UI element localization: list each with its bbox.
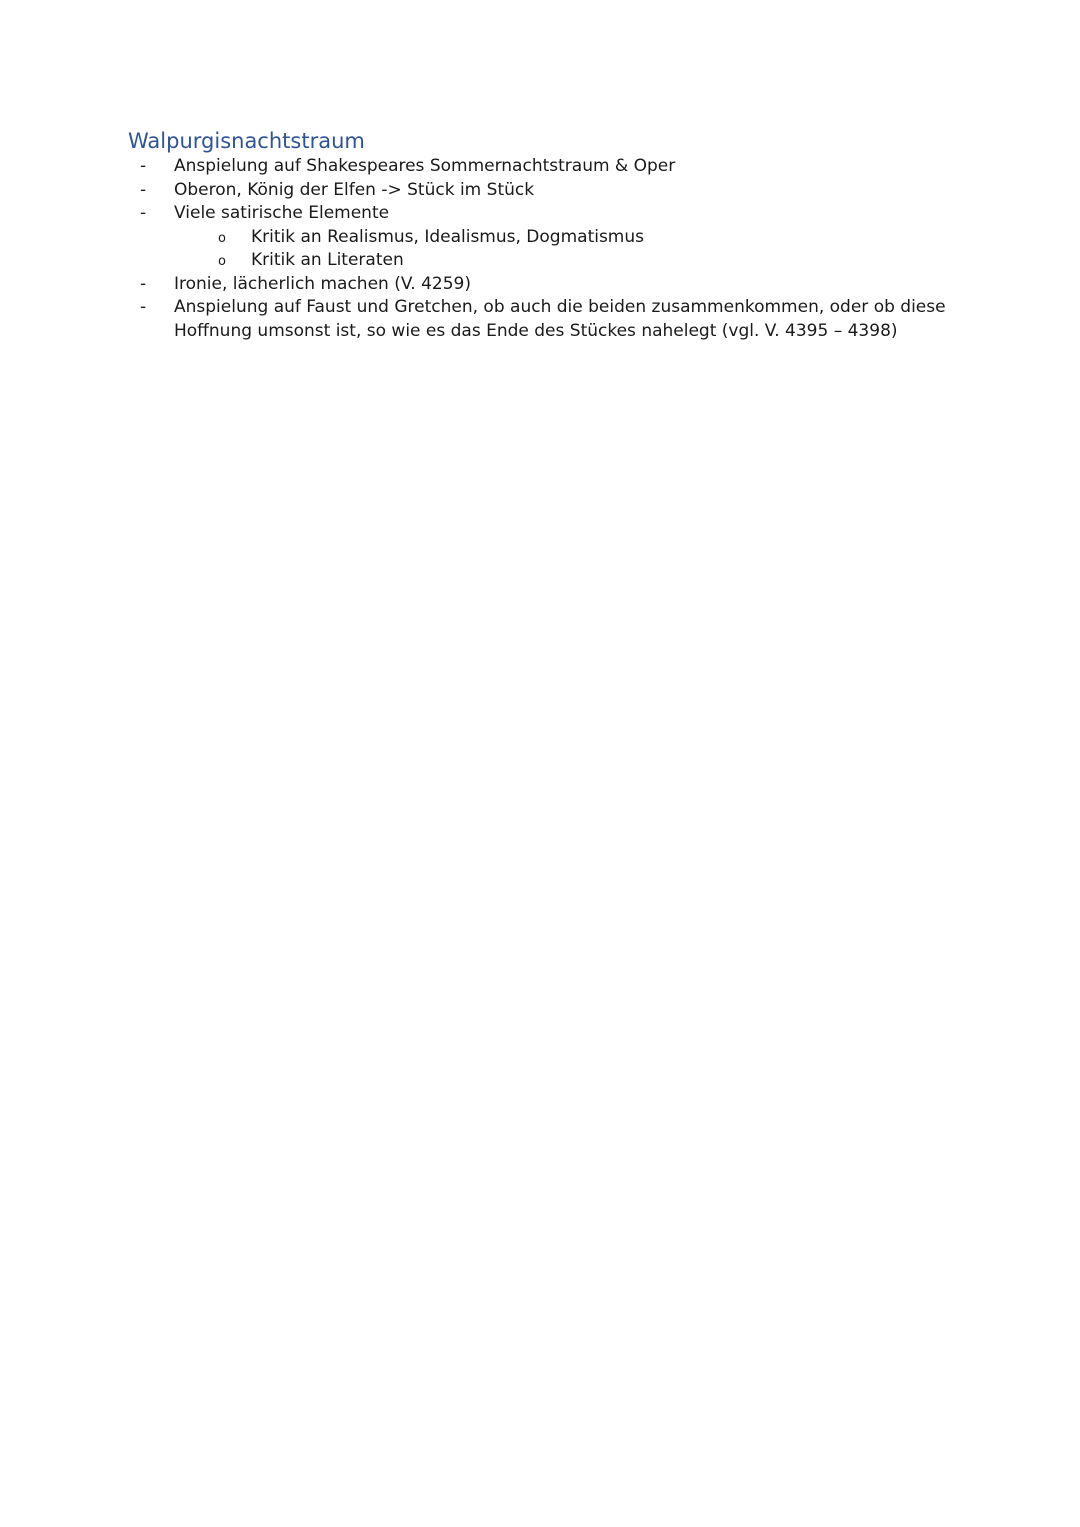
bullet-dash: -: [140, 273, 147, 294]
bullet-dash: -: [140, 179, 147, 200]
list-item-text: Anspielung auf Shakespeares Sommernachtstraum & Oper: [174, 156, 676, 176]
bullet-list: [0, 155, 1080, 343]
list-item: [0, 155, 1080, 179]
document-heading: Walpurgisnachtstraum: [128, 129, 365, 153]
list-item: [0, 179, 1080, 203]
sub-bullet-circle: o: [218, 254, 226, 269]
sub-list-item-text: Kritik an Realismus, Idealismus, Dogmatismus: [251, 226, 645, 247]
sub-list-item: [0, 249, 1080, 273]
list-item: [0, 202, 1080, 226]
list-item: [0, 296, 1080, 343]
sub-list-item-text: Kritik an Literaten: [251, 250, 404, 270]
sub-list-item: [0, 226, 1080, 250]
bullet-dash: -: [140, 156, 147, 176]
list-item-text: Viele satirische Elemente: [174, 203, 390, 223]
bullet-dash: -: [140, 297, 147, 317]
list-item-text: Ironie, lächerlich machen (V. 4259): [174, 273, 471, 294]
list-item-text: Oberon, König der Elfen -> Stück im Stück: [174, 179, 535, 200]
list-item-text: Anspielung auf Faust und Gretchen, ob auch die beiden zusammenkommen, oder ob diese Hoffnung umsonst ist, so wie es das Ende des Stückes nahelegt (vgl. V. 4395 – 4398): [174, 297, 946, 341]
sub-bullet-circle: o: [218, 230, 226, 246]
list-item: [0, 273, 1080, 297]
bullet-dash: -: [140, 203, 147, 223]
